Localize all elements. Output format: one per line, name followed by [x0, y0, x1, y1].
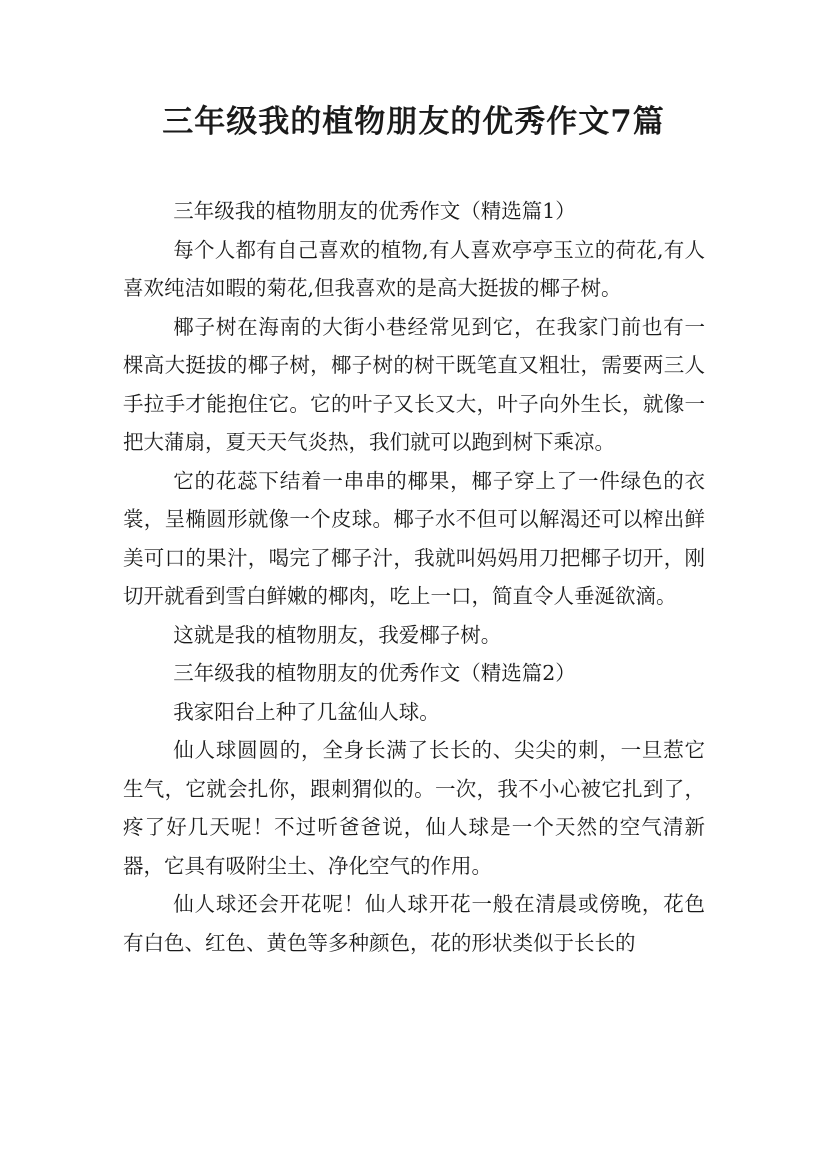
paragraph: 仙人球还会开花呢！仙人球开花一般在清晨或傍晚，花色有白色、红色、黄色等多种颜色，花的形状类似于长长的 [123, 892, 705, 955]
paragraph: 这就是我的植物朋友，我爱椰子树。 [173, 622, 502, 647]
paragraph: 仙人球圆圆的，全身长满了长长的、尖尖的刺，一旦惹它生气，它就会扎你，跟刺猬似的。一次，我不小心被它扎到了，疼了好几天呢！不过听爸爸说，仙人球是一个天然的空气清新器，它具有吸附尘土、净化空气的作用。 [123, 738, 705, 878]
section-heading-1: 三年级我的植物朋友的优秀作文（精选篇1） [173, 199, 576, 223]
document-title: 三年级我的植物朋友的优秀作文7篇 [162, 104, 665, 140]
paragraph: 我家阳台上种了几盆仙人球。 [173, 699, 440, 724]
document-body [123, 192, 705, 962]
paragraph: 它的花蕊下结着一串串的椰果，椰子穿上了一件绿色的衣裳，呈椭圆形就像一个皮球。椰子水不但可以解渴还可以榨出鲜美可口的果汁，喝完了椰子汁，我就叫妈妈用刀把椰子切开，刚切开就看到雪白鲜嫩的椰肉，吃上一口，简直令人垂涎欲滴。 [123, 468, 705, 608]
paragraph: 每个人都有自己喜欢的植物,有人喜欢亭亭玉立的荷花,有人喜欢纯洁如暇的菊花,但我喜欢的是高大挺拔的椰子树。 [123, 237, 705, 300]
section-heading-2: 三年级我的植物朋友的优秀作文（精选篇2） [173, 661, 576, 685]
paragraph: 椰子树在海南的大街小巷经常见到它，在我家门前也有一棵高大挺拔的椰子树，椰子树的树干既笔直又粗壮，需要两三人手拉手才能抱住它。它的叶子又长又大，叶子向外生长，就像一把大蒲扇，夏天天气炎热，我们就可以跑到树下乘凉。 [123, 314, 705, 454]
